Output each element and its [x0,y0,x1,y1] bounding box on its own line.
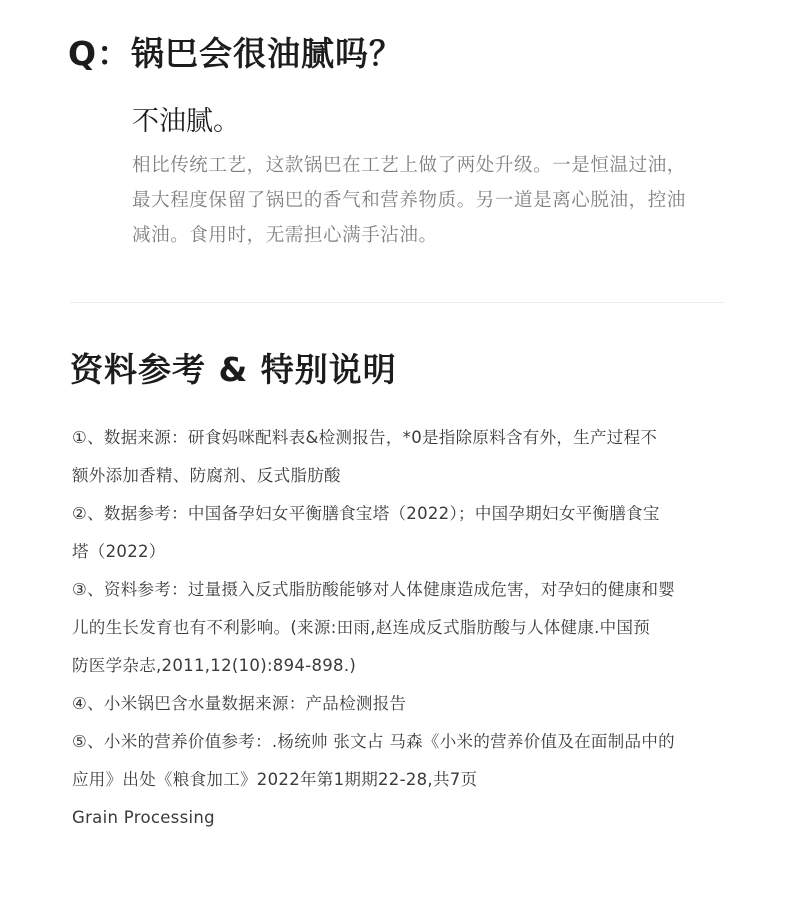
section-divider [70,302,724,303]
answer-line: 相比传统工艺，这款锅巴在工艺上做了两处升级。一是恒温过油， [132,155,686,176]
references-list [72,419,732,837]
reference-item-5 [72,723,732,837]
reference-line: Grain Processing [72,808,215,827]
reference-line: ①、数据来源：研食妈咪配料表&检测报告，*0是指除原料含有外，生产过程不 [72,428,658,447]
question-heading: Q：锅巴会很油腻吗？ [68,34,404,73]
reference-item-1 [72,419,732,495]
reference-line: ③、资料参考：过量摄入反式脂肪酸能够对人体健康造成危害，对孕妇的健康和婴 [72,580,676,599]
references-heading: 资料参考 & 特别说明 [70,350,397,389]
reference-line: ②、数据参考：中国备孕妇女平衡膳食宝塔（2022）；中国孕期妇女平衡膳食宝 [72,504,660,523]
reference-line: ⑤、小米的营养价值参考：.杨统帅 张文占 马森《小米的营养价值及在面制品中的 [72,732,675,751]
reference-line: 额外添加香精、防腐剂、反式脂肪酸 [72,466,341,485]
reference-line: ④、小米锅巴含水量数据来源：产品检测报告 [72,694,407,713]
reference-line: 应用》出处《粮食加工》2022年第1期期22-28,共7页 [72,770,478,789]
answer-title: 不油腻。 [132,106,240,137]
answer-line: 减油。食用时，无需担心满手沾油。 [132,225,438,246]
reference-item-3 [72,571,732,685]
reference-line: 防医学杂志,2011,12(10):894-898.) [72,656,357,675]
reference-item-4 [72,685,732,723]
reference-item-2 [72,495,732,571]
reference-line: 塔（2022） [72,542,166,561]
reference-line: 儿的生长发育也有不利影响。(来源:田雨,赵连成反式脂肪酸与人体健康.中国预 [72,618,651,637]
answer-body [132,148,727,253]
answer-line: 最大程度保留了锅巴的香气和营养物质。另一道是离心脱油，控油 [132,190,686,211]
